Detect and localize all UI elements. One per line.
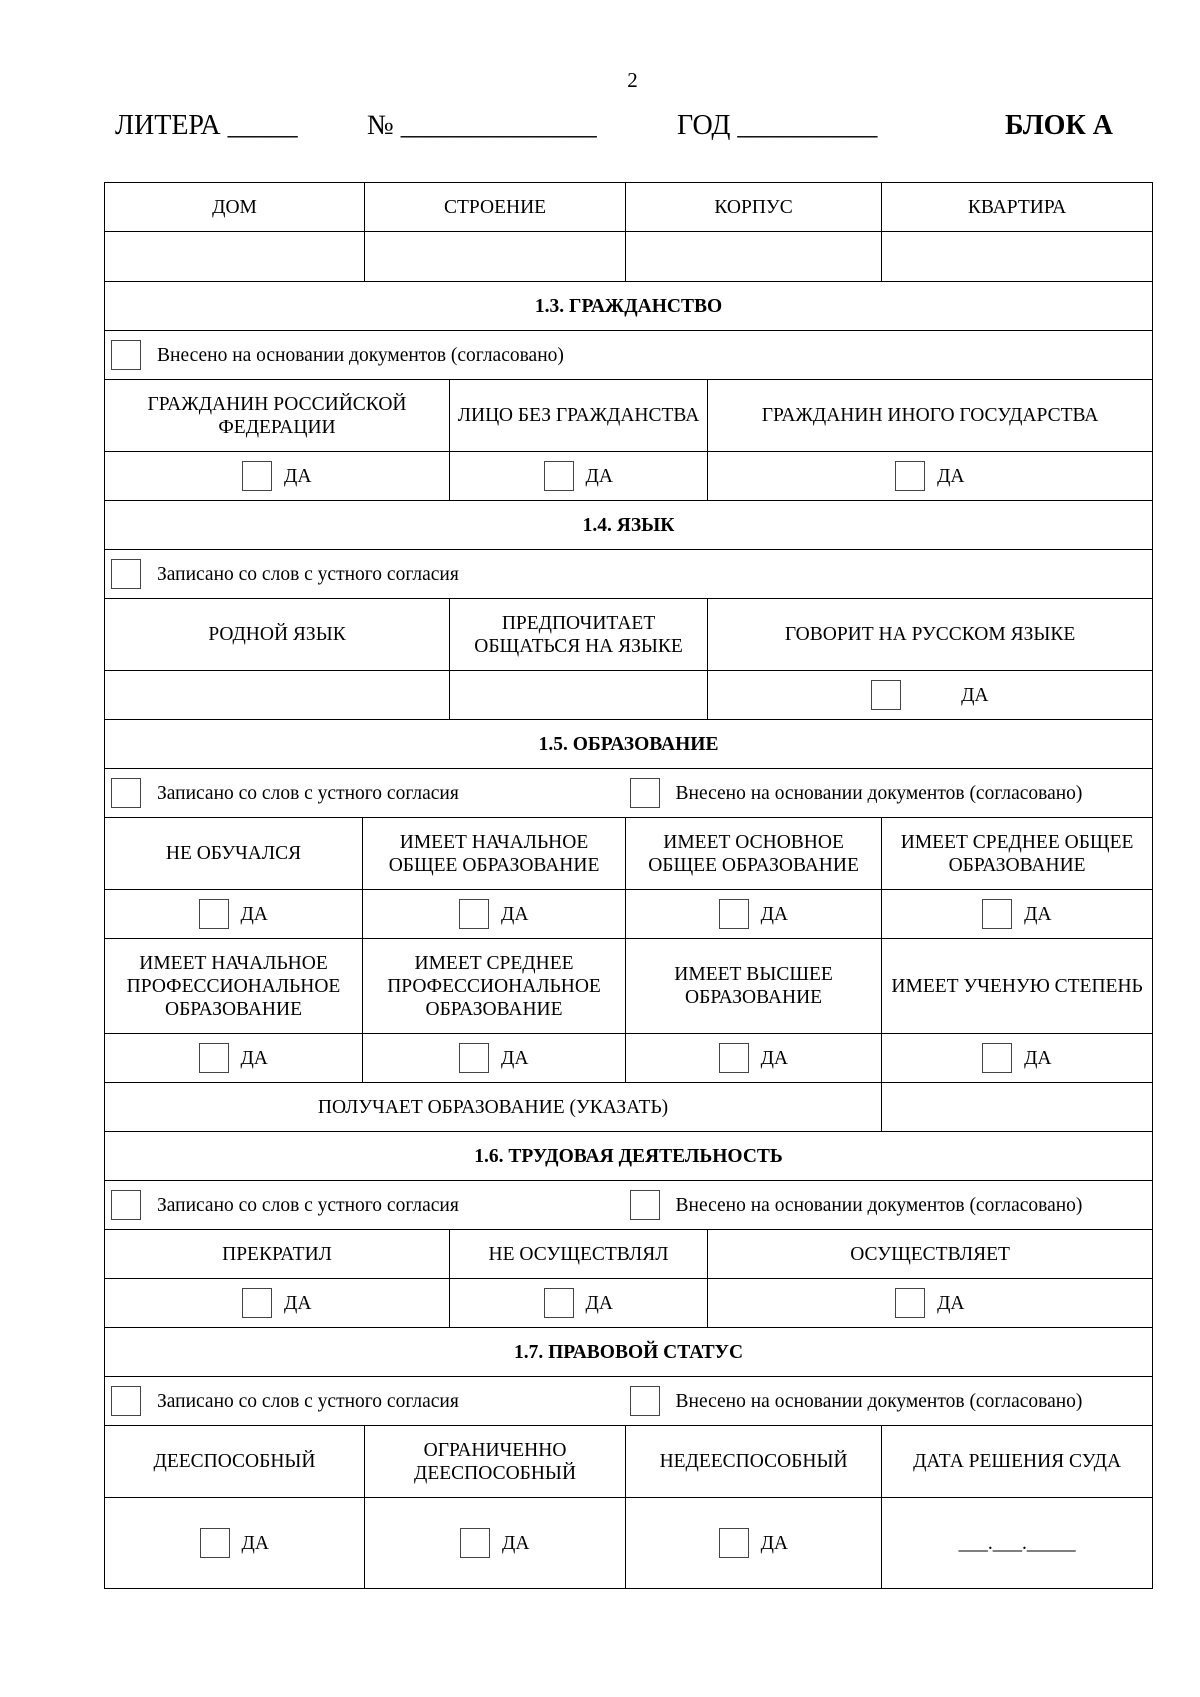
- citizen-rf-checkbox[interactable]: [242, 461, 272, 491]
- legal-status-note-oral: Записано со слов с устного согласия: [157, 1390, 459, 1412]
- capable-checkbox[interactable]: [200, 1528, 230, 1558]
- legal-status-note-row: [105, 1377, 1153, 1426]
- employment-note-row: [105, 1181, 1153, 1230]
- legal-status-section-title: 1.7. ПРАВОВОЙ СТАТУС: [105, 1328, 1153, 1377]
- academic-degree-header: ИМЕЕТ УЧЕНУЮ СТЕПЕНЬ: [882, 939, 1153, 1034]
- court-decision-date-input[interactable]: ___.___._____: [882, 1498, 1153, 1589]
- employment-oral-checkbox[interactable]: [111, 1190, 141, 1220]
- secondary-vocational-checkbox[interactable]: [459, 1043, 489, 1073]
- limited-capable-checkbox[interactable]: [460, 1528, 490, 1558]
- preferred-language-input[interactable]: [450, 671, 708, 720]
- yes-label: ДА: [1024, 903, 1052, 925]
- yes-label: ДА: [961, 684, 989, 706]
- yes-label: ДА: [760, 1047, 788, 1069]
- citizen-rf-header: ГРАЖДАНИН РОССИЙСКОЙ ФЕДЕРАЦИИ: [105, 380, 450, 452]
- basic-general-checkbox[interactable]: [719, 899, 749, 929]
- never-worked-header: НЕ ОСУЩЕСТВЛЯЛ: [450, 1230, 708, 1279]
- block-label: БЛОК А: [1005, 110, 1113, 141]
- primary-vocational-checkbox[interactable]: [199, 1043, 229, 1073]
- building-input[interactable]: [365, 232, 626, 282]
- foreign-citizen-header: ГРАЖДАНИН ИНОГО ГОСУДАРСТВА: [708, 380, 1153, 452]
- native-language-header: РОДНОЙ ЯЗЫК: [105, 599, 450, 671]
- capable-header: ДЕЕСПОСОБНЫЙ: [105, 1426, 365, 1498]
- census-form-table: [104, 182, 1153, 1589]
- education-docs-checkbox[interactable]: [630, 778, 660, 808]
- working-checkbox[interactable]: [895, 1288, 925, 1318]
- preferred-language-header: ПРЕДПОЧИТАЕТ ОБЩАТЬСЯ НА ЯЗЫКЕ: [450, 599, 708, 671]
- citizenship-note: Внесено на основании документов (согласовано): [157, 344, 564, 366]
- address-values-row: [105, 232, 1153, 282]
- secondary-general-header: ИМЕЕТ СРЕДНЕЕ ОБЩЕЕ ОБРАЗОВАНИЕ: [882, 818, 1153, 890]
- year-field[interactable]: ГОД __________: [677, 110, 878, 141]
- primary-general-checkbox[interactable]: [459, 899, 489, 929]
- education-note-row: [105, 769, 1153, 818]
- secondary-general-checkbox[interactable]: [982, 899, 1012, 929]
- apartment-header: КВАРТИРА: [882, 183, 1153, 232]
- yes-label: ДА: [284, 1292, 312, 1314]
- never-worked-checkbox[interactable]: [544, 1288, 574, 1318]
- stopped-working-checkbox[interactable]: [242, 1288, 272, 1318]
- employment-note-docs: Внесено на основании документов (согласовано): [675, 1194, 1083, 1216]
- legal-status-oral-checkbox[interactable]: [111, 1386, 141, 1416]
- education-oral-checkbox[interactable]: [111, 778, 141, 808]
- limited-capable-header: ОГРАНИЧЕННО ДЕЕСПОСОБНЫЙ: [365, 1426, 626, 1498]
- yes-label: ДА: [240, 1047, 268, 1069]
- language-note: Записано со слов с устного согласия: [157, 563, 459, 585]
- house-header: ДОМ: [105, 183, 365, 232]
- legal-status-docs-checkbox[interactable]: [630, 1386, 660, 1416]
- foreign-citizen-checkbox[interactable]: [895, 461, 925, 491]
- employment-note-oral: Записано со слов с устного согласия: [157, 1194, 459, 1216]
- yes-label: ДА: [502, 1532, 530, 1554]
- higher-education-checkbox[interactable]: [719, 1043, 749, 1073]
- speaks-russian-checkbox[interactable]: [871, 680, 901, 710]
- litera-field[interactable]: ЛИТЕРА _____: [115, 110, 298, 141]
- secondary-vocational-header: ИМЕЕТ СРЕДНЕЕ ПРОФЕССИОНАЛЬНОЕ ОБРАЗОВАНИЕ: [363, 939, 626, 1034]
- incapable-checkbox[interactable]: [719, 1528, 749, 1558]
- court-decision-date-header: ДАТА РЕШЕНИЯ СУДА: [882, 1426, 1153, 1498]
- yes-label: ДА: [501, 1047, 529, 1069]
- incapable-header: НЕДЕЕСПОСОБНЫЙ: [626, 1426, 882, 1498]
- yes-label: ДА: [501, 903, 529, 925]
- basic-general-header: ИМЕЕТ ОСНОВНОЕ ОБЩЕЕ ОБРАЗОВАНИЕ: [626, 818, 882, 890]
- yes-label: ДА: [1024, 1047, 1052, 1069]
- working-header: ОСУЩЕСТВЛЯЕТ: [708, 1230, 1153, 1279]
- receiving-education-input[interactable]: [882, 1083, 1153, 1132]
- stateless-header: ЛИЦО БЕЗ ГРАЖДАНСТВА: [450, 380, 708, 452]
- education-section-title: 1.5. ОБРАЗОВАНИЕ: [105, 720, 1153, 769]
- education-note-docs: Внесено на основании документов (согласовано): [675, 782, 1083, 804]
- academic-degree-checkbox[interactable]: [982, 1043, 1012, 1073]
- building-header: СТРОЕНИЕ: [365, 183, 626, 232]
- citizenship-note-row: [105, 331, 1153, 380]
- address-header-row: [105, 183, 1153, 232]
- stopped-working-header: ПРЕКРАТИЛ: [105, 1230, 450, 1279]
- citizenship-section-title: 1.3. ГРАЖДАНСТВО: [105, 282, 1153, 331]
- legal-status-note-docs: Внесено на основании документов (согласовано): [675, 1390, 1083, 1412]
- yes-label: ДА: [585, 1292, 613, 1314]
- yes-label: ДА: [585, 465, 613, 487]
- no-education-header: НЕ ОБУЧАЛСЯ: [105, 818, 363, 890]
- speaks-russian-header: ГОВОРИТ НА РУССКОМ ЯЗЫКЕ: [708, 599, 1153, 671]
- no-education-checkbox[interactable]: [199, 899, 229, 929]
- language-section-title: 1.4. ЯЗЫК: [105, 501, 1153, 550]
- primary-vocational-header: ИМЕЕТ НАЧАЛЬНОЕ ПРОФЕССИОНАЛЬНОЕ ОБРАЗОВАНИЕ: [105, 939, 363, 1034]
- higher-education-header: ИМЕЕТ ВЫСШЕЕ ОБРАЗОВАНИЕ: [626, 939, 882, 1034]
- number-field[interactable]: № ______________: [367, 110, 597, 141]
- block-header: КОРПУС: [626, 183, 882, 232]
- yes-label: ДА: [241, 1532, 269, 1554]
- yes-label: ДА: [760, 903, 788, 925]
- yes-label: ДА: [937, 465, 965, 487]
- language-oral-checkbox[interactable]: [111, 559, 141, 589]
- page-number: 2: [627, 68, 638, 92]
- language-note-row: [105, 550, 1153, 599]
- employment-docs-checkbox[interactable]: [630, 1190, 660, 1220]
- yes-label: ДА: [284, 465, 312, 487]
- primary-general-header: ИМЕЕТ НАЧАЛЬНОЕ ОБЩЕЕ ОБРАЗОВАНИЕ: [363, 818, 626, 890]
- citizenship-docs-checkbox[interactable]: [111, 340, 141, 370]
- receiving-education-label: ПОЛУЧАЕТ ОБРАЗОВАНИЕ (УКАЗАТЬ): [105, 1083, 882, 1132]
- yes-label: ДА: [240, 903, 268, 925]
- apartment-input[interactable]: [882, 232, 1153, 282]
- stateless-checkbox[interactable]: [544, 461, 574, 491]
- native-language-input[interactable]: [105, 671, 450, 720]
- employment-section-title: 1.6. ТРУДОВАЯ ДЕЯТЕЛЬНОСТЬ: [105, 1132, 1153, 1181]
- yes-label: ДА: [760, 1532, 788, 1554]
- block-input[interactable]: [626, 232, 882, 282]
- house-input[interactable]: [105, 232, 365, 282]
- yes-label: ДА: [937, 1292, 965, 1314]
- education-note-oral: Записано со слов с устного согласия: [157, 782, 459, 804]
